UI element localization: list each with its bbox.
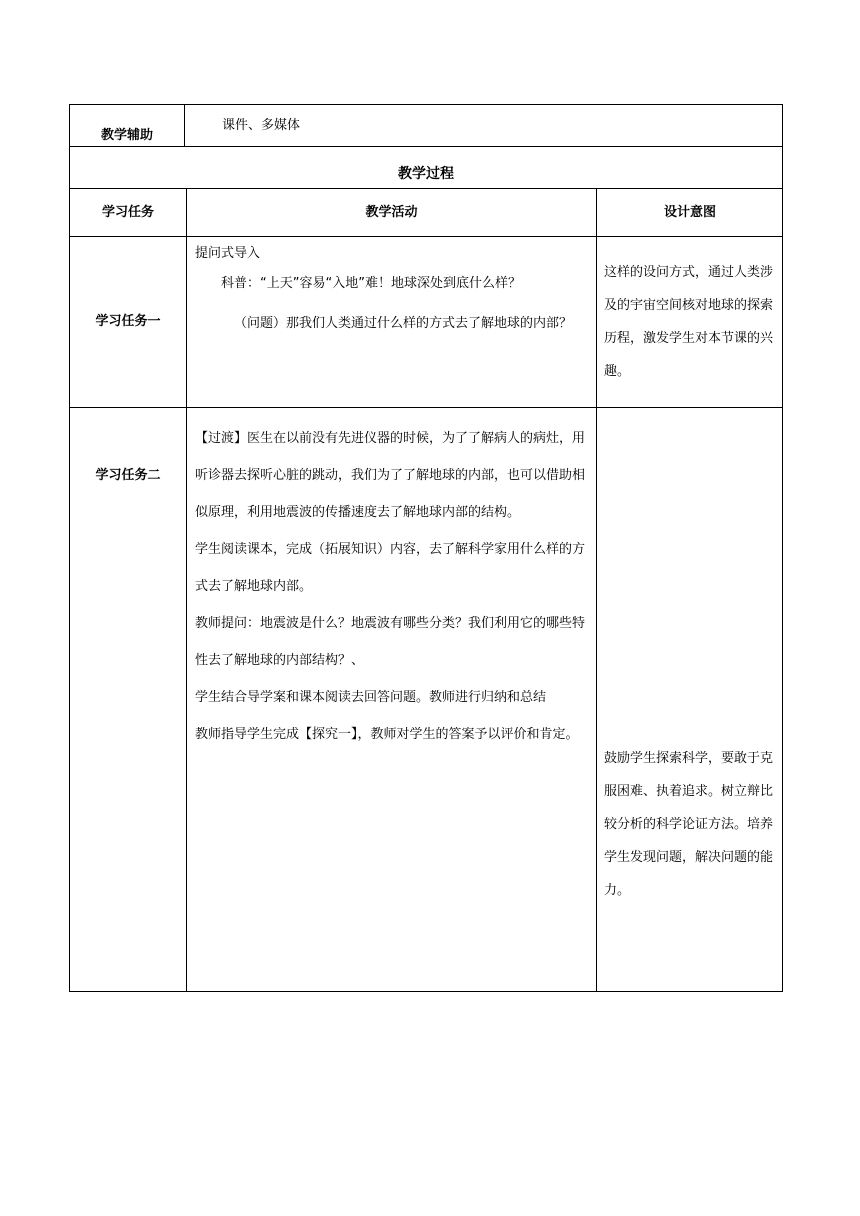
task2-activity-paragraph: 教师指导学生完成【探究一】，教师对学生的答案予以评价和肯定。 xyxy=(195,727,579,742)
aux-label-text: 教学辅助 xyxy=(100,128,153,143)
header-activity-text: 教学活动 xyxy=(365,204,418,220)
task2-intent: 鼓励学生探索科学，要敢于克服困难、执着追求。树立辩比较分析的科学论证方法。培养学生发现问题，解决问题的能力。 xyxy=(604,751,774,898)
task2-activity-paragraph: 学生阅读课本，完成（拓展知识）内容，去了解科学家用什么样的方式去了解地球内部。 xyxy=(195,542,586,594)
header-task xyxy=(70,189,186,236)
task1-label xyxy=(70,237,186,407)
column-divider xyxy=(186,188,187,992)
header-task-text: 学习任务 xyxy=(101,204,154,220)
header-intent-text: 设计意图 xyxy=(663,204,716,220)
row-divider xyxy=(69,407,783,408)
aux-value: 课件、多媒体 xyxy=(222,118,301,133)
task1-label-text: 学习任务一 xyxy=(95,314,161,329)
task1-activity xyxy=(195,245,591,333)
header-intent xyxy=(597,189,783,236)
task1-activity-line: 科普：“上天”容易“入地”难！地球深处到底什么样？ xyxy=(221,276,521,291)
task1-activity-line: （问题）那我们人类通过什么样的方式去了解地球的内部？ xyxy=(234,316,573,331)
column-divider xyxy=(596,188,597,992)
task1-activity-line: 提问式导入 xyxy=(195,246,261,261)
task2-activity-paragraph: 【过渡】医生在以前没有先进仪器的时候，为了了解病人的病灶，用听诊器去探听心脏的跳动，我们为了了解地球的内部，也可以借助相似原理，利用地震波的传播速度去了解地球内部的结构。 xyxy=(195,431,586,520)
task2-activity xyxy=(195,420,589,753)
task2-label: 学习任务二 xyxy=(95,468,161,483)
task2-activity-paragraph: 学生结合导学案和课本阅读去回答问题。教师进行归纳和总结 xyxy=(195,690,547,705)
task2-activity-paragraph: 教师提问：地震波是什么？地震波有哪些分类？我们利用它的哪些特性去了解地球的内部结构？、 xyxy=(195,616,586,668)
header-activity xyxy=(187,189,596,236)
section-title: 教学过程 xyxy=(398,166,454,182)
task1-intent: 这样的设问方式，通过人类涉及的宇宙空间核对地球的探索历程，激发学生对本节课的兴趣。 xyxy=(604,265,774,379)
column-divider xyxy=(184,104,185,146)
aux-label xyxy=(70,105,184,157)
